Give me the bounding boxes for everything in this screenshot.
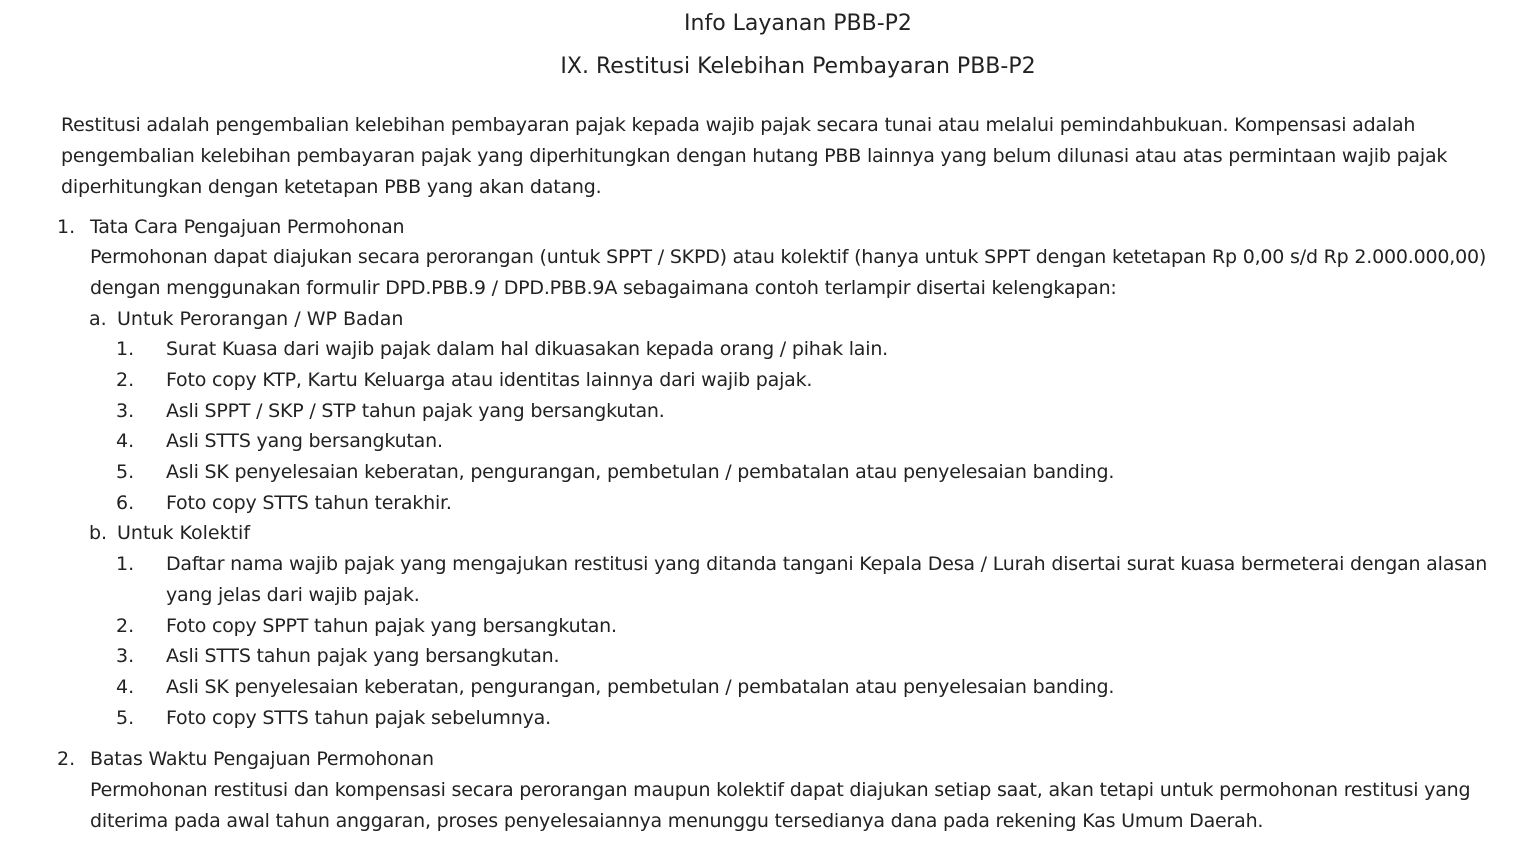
section-number: 1. <box>57 216 76 238</box>
list-item-number: 4. <box>116 430 135 452</box>
list-item-number: 1. <box>116 338 135 360</box>
section-text: Permohonan dapat diajukan secara perorangan (untuk SPPT / SKPD) atau kolektif (hanya untuk SPPT dengan ketetapan Rp 0,00 s/d Rp 2.000.000,00) dengan menggunakan formulir DPD.PBB.9 / DPD.PBB.9A sebagaimana contoh terlampir disertai kelengkapan: <box>90 246 1487 299</box>
list-item-text: Asli SK penyelesaian keberatan, pengurangan, pembetulan / pembatalan atau penyelesaian banding. <box>166 676 1115 698</box>
list-item-number: 6. <box>116 492 135 514</box>
section-title: Tata Cara Pengajuan Permohonan <box>90 216 405 238</box>
page-title: Info Layanan PBB-P2 <box>684 11 912 36</box>
list-item-text: Surat Kuasa dari wajib pajak dalam hal dikuasakan kepada orang / pihak lain. <box>166 338 888 360</box>
list-item-number: 3. <box>116 645 135 667</box>
subsection-letter: a. <box>89 308 107 330</box>
list-item-number: 2. <box>116 369 135 391</box>
list-item-text: Foto copy KTP, Kartu Keluarga atau identitas lainnya dari wajib pajak. <box>166 369 813 391</box>
list-item-number: 5. <box>116 707 135 729</box>
subsection-title: Untuk Perorangan / WP Badan <box>117 308 404 330</box>
subsection-letter: b. <box>89 522 108 544</box>
list-item-number: 4. <box>116 676 135 698</box>
list-item-text: Asli SPPT / SKP / STP tahun pajak yang bersangkutan. <box>166 400 665 422</box>
page-subtitle: IX. Restitusi Kelebihan Pembayaran PBB-P2 <box>560 54 1036 79</box>
section-number: 2. <box>57 748 76 770</box>
list-item-text: Asli STTS yang bersangkutan. <box>166 430 443 452</box>
section-title: Batas Waktu Pengajuan Permohonan <box>90 748 434 770</box>
list-item-text: Asli SK penyelesaian keberatan, pengurangan, pembetulan / pembatalan atau penyelesaian banding. <box>166 461 1115 483</box>
list-item-text: Daftar nama wajib pajak yang mengajukan restitusi yang ditanda tangani Kepala Desa / Lurah disertai surat kuasa bermeterai dengan alasan yang jelas dari wajib pajak. <box>166 553 1488 606</box>
intro-paragraph: Restitusi adalah pengembalian kelebihan pembayaran pajak kepada wajib pajak secara tunai atau melalui pemindahbukuan. Kompensasi adalah pengembalian kelebihan pembayaran pajak yang diperhitungkan dengan hutang PBB lainnya yang belum dilunasi atau atas permintaan wajib pajak diperhitungkan dengan ketetapan PBB yang akan datang. <box>61 114 1448 198</box>
list-item-number: 2. <box>116 615 135 637</box>
list-item-text: Foto copy SPPT tahun pajak yang bersangkutan. <box>166 615 617 637</box>
list-item-text: Foto copy STTS tahun terakhir. <box>166 492 452 514</box>
list-item-number: 1. <box>116 553 135 575</box>
list-item-number: 3. <box>116 400 135 422</box>
list-item-text: Foto copy STTS tahun pajak sebelumnya. <box>166 707 551 729</box>
subsection-title: Untuk Kolektif <box>117 522 251 544</box>
list-item-text: Asli STTS tahun pajak yang bersangkutan. <box>166 645 560 667</box>
section-text: Permohonan restitusi dan kompensasi secara perorangan maupun kolektif dapat diajukan setiap saat, akan tetapi untuk permohonan restitusi yang diterima pada awal tahun anggaran, proses penyelesaiannya menunggu tersedianya dana pada rekening Kas Umum Daerah. <box>90 779 1471 832</box>
list-item-number: 5. <box>116 461 135 483</box>
